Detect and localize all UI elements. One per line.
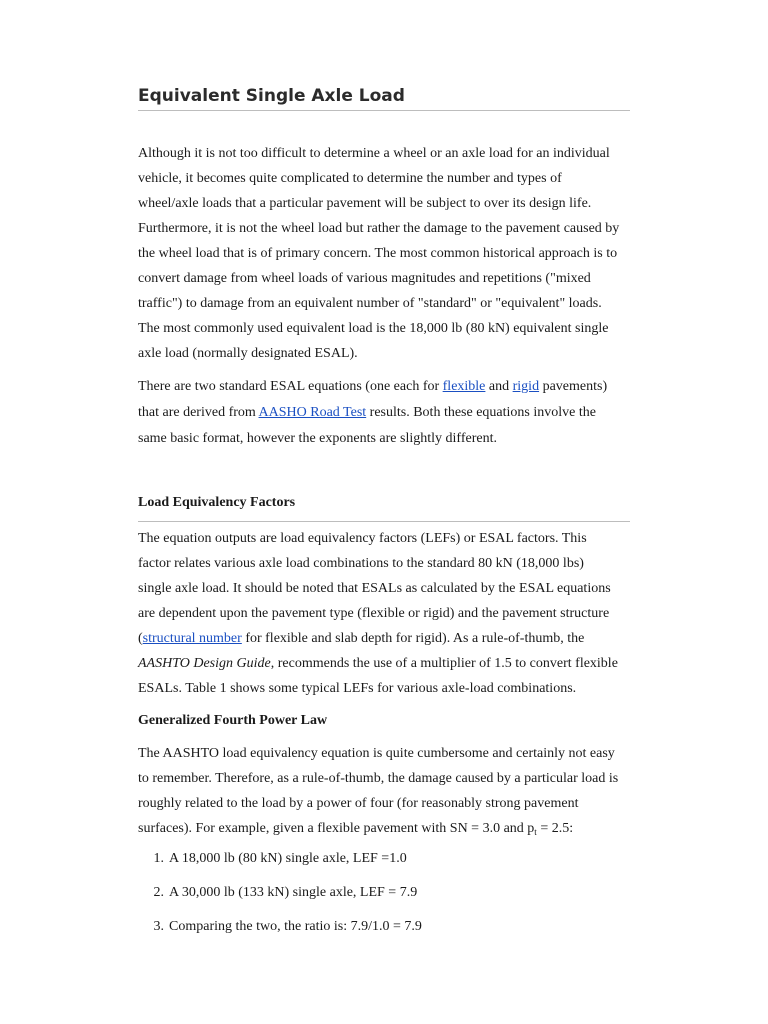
intro-line: convert damage from wheel loads of various magnitudes and repetitions ("mixed xyxy=(138,271,591,286)
intro-line: Although it is not too difficult to determine a wheel or an axle load for an individual xyxy=(138,146,610,161)
text-run: surfaces). For example, given a flexible pavement with SN = 3.0 and p xyxy=(138,821,535,836)
list-number: 1. xyxy=(153,851,164,866)
intro-line: axle load (normally designated ESAL). xyxy=(138,346,358,361)
section-divider xyxy=(138,521,630,522)
list-number: 3. xyxy=(153,919,164,934)
text-run: pavements) xyxy=(539,379,608,394)
fourth-power-law-heading: Generalized Fourth Power Law xyxy=(138,713,328,728)
text-run: ( xyxy=(138,631,143,646)
structural-number-link[interactable]: structural number xyxy=(142,631,242,646)
list-text: A 30,000 lb (133 kN) single axle, LEF = 7.9 xyxy=(169,885,418,900)
text-run: for flexible and slab depth for rigid). As a rule-of-thumb, the xyxy=(241,631,585,646)
text-run: that are derived from xyxy=(138,405,259,420)
lef-line: The equation outputs are load equivalency factors (LEFs) or ESAL factors. This xyxy=(138,531,587,546)
list-item xyxy=(138,851,407,867)
fourth-line: to remember. Therefore, as a rule-of-thumb, the damage caused by a particular load is xyxy=(138,771,619,786)
aashto-design-guide-title: AASHTO Design Guide xyxy=(138,656,271,671)
page-title: Equivalent Single Axle Load xyxy=(138,86,405,106)
text-run: , recommends the use of a multiplier of 1.5 to convert flexible xyxy=(270,656,618,671)
lef-line: single axle load. It should be noted that ESALs as calculated by the ESAL equations xyxy=(138,581,611,596)
list-item xyxy=(138,885,417,901)
intro-line: traffic") to damage from an equivalent number of "standard" or "equivalent" loads. xyxy=(138,296,602,311)
lef-line: factor relates various axle load combinations to the standard 80 kN (18,000 lbs) xyxy=(138,556,584,571)
text-run: results. Both these equations involve the xyxy=(366,405,596,420)
flexible-link[interactable]: flexible xyxy=(442,379,486,394)
intro-line: wheel/axle loads that a particular pavement will be subject to over its design life. xyxy=(138,196,592,211)
intro-line: The most commonly used equivalent load is the 18,000 lb (80 kN) equivalent single xyxy=(138,321,609,336)
aasho-road-test-link[interactable]: AASHO Road Test xyxy=(258,405,367,420)
intro-line: the wheel load that is of primary concern. The most common historical approach is to xyxy=(138,246,618,261)
lef-line: are dependent upon the pavement type (flexible or rigid) and the pavement structure xyxy=(138,606,610,621)
intro-paragraph xyxy=(138,141,638,366)
lef-line xyxy=(138,651,638,676)
lef-line: ESALs. Table 1 shows some typical LEFs for various axle-load combinations. xyxy=(138,681,577,696)
text-run: There are two standard ESAL equations (one each for xyxy=(138,379,443,394)
esal-equations-paragraph xyxy=(138,374,638,452)
fourth-power-paragraph xyxy=(138,741,638,845)
intro-line: Furthermore, it is not the wheel load but rather the damage to the pavement caused by xyxy=(138,221,620,236)
text-run: = 2.5: xyxy=(536,821,574,836)
subscript-t: t xyxy=(534,827,537,837)
fourth-line xyxy=(138,816,638,845)
esal-line-2 xyxy=(138,400,638,426)
lef-line xyxy=(138,626,638,651)
text-run: and xyxy=(485,379,513,394)
intro-line: vehicle, it becomes quite complicated to determine the number and types of xyxy=(138,171,562,186)
list-item xyxy=(138,919,422,935)
esal-line-3: same basic format, however the exponents are slightly different. xyxy=(138,431,497,446)
fourth-line: roughly related to the load by a power of four (for reasonably strong pavement xyxy=(138,796,579,811)
rigid-link[interactable]: rigid xyxy=(512,379,540,394)
esal-line-1 xyxy=(138,374,638,400)
title-divider xyxy=(138,110,630,111)
list-number: 2. xyxy=(153,885,164,900)
list-text: A 18,000 lb (80 kN) single axle, LEF =1.0 xyxy=(169,851,407,866)
load-equivalency-factors-heading: Load Equivalency Factors xyxy=(138,495,296,510)
fourth-line: The AASHTO load equivalency equation is quite cumbersome and certainly not easy xyxy=(138,746,615,761)
list-text: Comparing the two, the ratio is: 7.9/1.0 = 7.9 xyxy=(169,919,422,934)
lef-paragraph xyxy=(138,526,638,701)
